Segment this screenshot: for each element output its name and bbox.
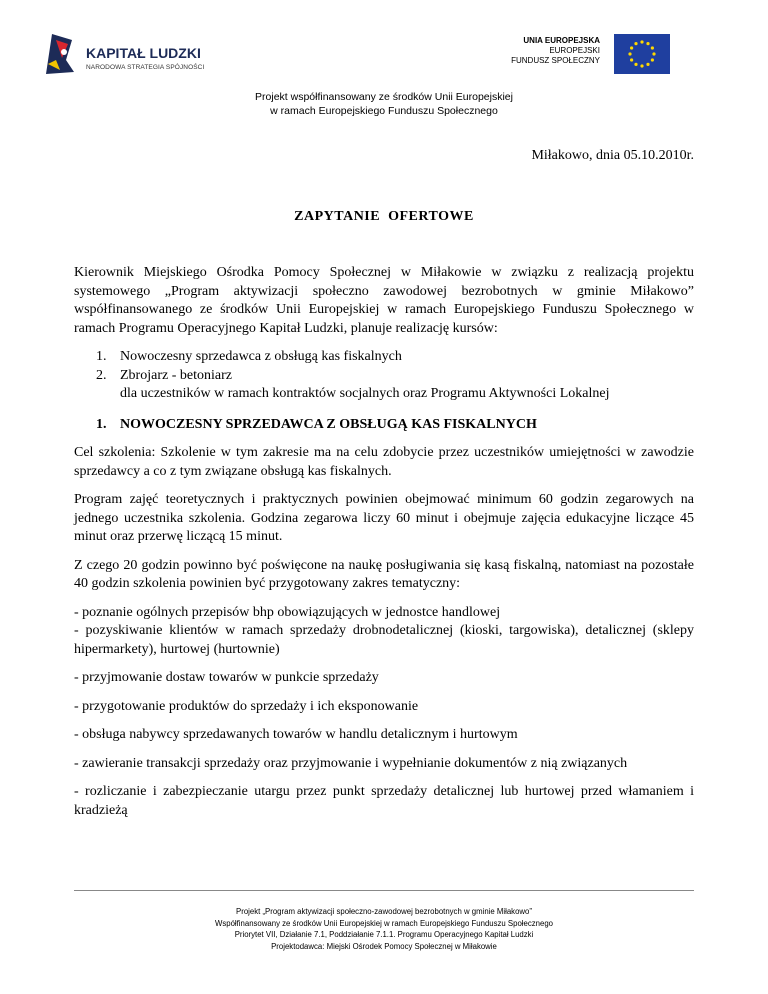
kapital-ludzki-logo — [42, 30, 242, 80]
eu-star-icon — [634, 42, 637, 45]
course-note: dla uczestników w ramach kontraktów socjalnych oraz Programu Aktywności Lokalnej — [120, 386, 610, 401]
document-date: Miłakowo, dnia 05.10.2010r. — [531, 148, 694, 163]
document-title: ZAPYTANIE OFERTOWE — [294, 209, 474, 224]
eu-logo-line3: FUNDUSZ SPOŁECZNY — [511, 56, 600, 65]
topic-item: - rozliczanie i zabezpieczanie utargu przez punkt sprzedaży detalicznej lub hurtowej przed włamaniem i kradzieżą — [74, 784, 694, 818]
footer — [0, 906, 768, 952]
eu-star-icon — [646, 42, 649, 45]
course-label: Zbrojarz - betoniarz — [120, 367, 232, 383]
eu-flag-icon — [614, 34, 670, 74]
project-header-line2: w ramach Europejskiego Funduszu Społecznego — [270, 105, 498, 117]
eu-logo-text — [511, 36, 600, 66]
eu-star-icon — [628, 52, 631, 55]
document-body — [74, 264, 694, 830]
topic-item: - obsługa nabywcy sprzedawanych towarów w handlu detalicznym i hurtowym — [74, 727, 518, 742]
goal-paragraph: Cel szkolenia: Szkolenie w tym zakresie ma na celu zdobycie przez uczestników umiejętności w zawodzie sprzedawcy a co z tym związane obsługą kas fiskalnych. — [74, 445, 694, 479]
course-label: Nowoczesny sprzedawca z obsługą kas fiskalnych — [120, 349, 402, 364]
topic-item: - zawieranie transakcji sprzedaży oraz przyjmowanie i wypełnianie dokumentów z nią związanych — [74, 755, 628, 771]
eu-star-icon — [640, 40, 643, 43]
eu-star-icon — [634, 63, 637, 66]
course-number: 1. — [96, 349, 107, 364]
footer-line4: Projektodawca: Miejski Ośrodek Pomocy Społecznej w Miłakowie — [271, 941, 497, 951]
topic-item: - przygotowanie produktów do sprzedaży i ich eksponowanie — [74, 698, 419, 714]
topic-item: - przyjmowanie dostaw towarów w punkcie sprzedaży — [74, 670, 379, 685]
kapital-ludzki-title: KAPITAŁ LUDZKI — [86, 45, 201, 61]
project-header — [0, 90, 768, 118]
intro-paragraph: Kierownik Miejskiego Ośrodka Pomocy Społecznej w Miłakowie w związku z realizacją projektu systemowego „Program aktywizacji społeczno zawodowej bezrobotnych w gminie Miłakowo” współfinansowanego ze środków Unii Europejskiej w ramach Europejskiego Funduszu Społecznego w ramach Programu Operacyjnego Kapitał Ludzki, planuje realizację kursów: — [74, 265, 694, 336]
section-heading — [96, 416, 694, 435]
footer-line2: Współfinansowany ze środków Unii Europejskiej w ramach Europejskiego Funduszu Społecznego — [214, 918, 554, 928]
footer-line1: Projekt „Program aktywizacji społeczno-zawodowej bezrobotnych w gminie Miłakowo” — [236, 907, 532, 916]
project-header-line1: Projekt współfinansowany ze środków Unii Europejskiej — [255, 91, 513, 103]
eu-star-icon — [651, 58, 654, 61]
eu-logo-line1: UNIA EUROPEJSKA — [523, 36, 600, 45]
hours-paragraph: Z czego 20 godzin powinno być poświęcone na naukę posługiwania się kasą fiskalną, natomiast na pozostałe 40 godzin szkolenia powinien być przygotowany zakres tematyczny: — [74, 557, 694, 591]
eu-star-icon — [652, 52, 655, 55]
eu-star-icon — [630, 46, 633, 49]
eu-star-icon — [651, 46, 654, 49]
course-item — [96, 348, 694, 367]
kapital-ludzki-subtitle: NARODOWA STRATEGIA SPÓJNOŚCI — [86, 64, 205, 71]
footer-line3: Priorytet VII, Działanie 7.1, Poddziałanie 7.1.1. Programu Operacyjnego Kapitał Ludzki — [234, 930, 534, 939]
section-title: NOWOCZESNY SPRZEDAWCA Z OBSŁUGĄ KAS FISKALNYCH — [120, 416, 537, 432]
course-list — [74, 348, 694, 404]
eu-star-icon — [640, 64, 643, 67]
eu-logo-line2: EUROPEJSKI — [549, 46, 600, 55]
kapital-ludzki-emblem-icon — [42, 30, 78, 76]
program-paragraph: Program zajęć teoretycznych i praktycznych powinien obejmować minimum 60 godzin zegarowych na jednego uczestnika szkolenia. Godzina zegarowa liczy 60 minut i obejmuje zajęcia edukacyjne liczące 45 minut oraz przerwę liczącą 15 minut. — [74, 492, 694, 544]
course-item — [96, 367, 694, 386]
eu-star-icon — [646, 63, 649, 66]
topic-item: - pozyskiwanie klientów w ramach sprzedaży drobnodetalicznej (kioski, targowiska), detalicznej (sklepy hipermarkety), hurtowej (hurtownie) — [74, 623, 694, 657]
topic-item: - poznanie ogólnych przepisów bhp obowiązujących w jednostce handlowej — [74, 604, 501, 620]
eu-star-icon — [630, 58, 633, 61]
topic-group — [74, 604, 694, 660]
section-number: 1. — [96, 416, 107, 432]
eu-logo — [500, 32, 680, 80]
course-number: 2. — [96, 367, 107, 383]
footer-divider — [74, 890, 694, 891]
